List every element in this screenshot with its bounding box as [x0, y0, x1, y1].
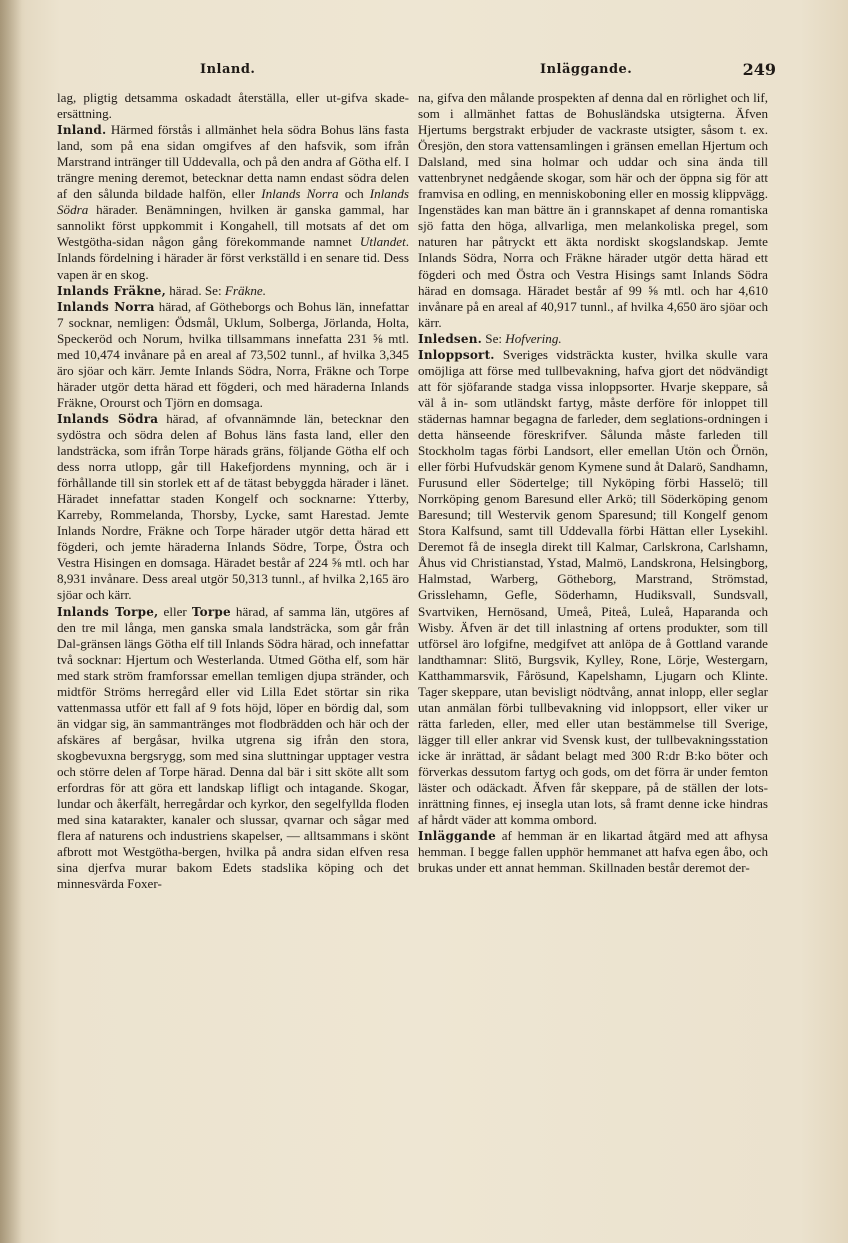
entry-italic: Utlandet [359, 234, 406, 250]
entry-text: härad, af ofvannämnde län, betecknar den sydöstra och södra delen af Bohus läns fasta land, eller den landsträcka, som ifrån Torpe härads gräns, följande Götha elf och dess norra utlopp, går till Hakefjordens mynning, och är i förhållande till sin storlek ett af de tätast bebyggda härader i länet. Häradet innefattar staden Kongelf och socknarne: Ytterby, Karreby, Rommelanda, Thorsby, Lycke, samt Harestad. Jemte Inlands Nordre, Fräkne och Torpe härader utgör detta härad ett fögderi, och jemte häraderna Inlands Södre, Torpe, Östra och Vestra Hisingen en domsaga. Häradet består af 224 ⅝ mtl. och har 8,931 invånare. Dess areal utgör 50,313 tunnl., af hvilka 2,165 äro sjöar och kärr. [57, 410, 409, 603]
entry-italic: Inlands Norra [261, 186, 339, 202]
entry-italic: Inlands Södra [57, 186, 409, 218]
continuation-text: lag, pligtig detsamma oskadadt återställa, eller ut-gifva skade-ersättning. [57, 90, 409, 122]
entry-text: och [338, 186, 370, 202]
headword: Inlands Fräkne, [57, 283, 166, 298]
entry-inlaggande [418, 828, 768, 876]
entry-italic: Fräkne. [224, 282, 266, 298]
headword: Inledsen. [418, 331, 483, 346]
headword-secondary: Torpe [191, 604, 231, 619]
right-column [418, 90, 768, 876]
entry-inlands-sodra [57, 411, 409, 604]
entry-text: härad, af Götheborgs och Bohus län, innefattar 7 socknar, nemligen: Ödsmål, Uklum, Solberga, Jörlanda, Holta, Speckeröd och Norum, hvilka tillsammans innefatta 231 ⅝ mtl. med 10,474 invånare på en areal af 73,502 tunnl., af hvilka 3,345 äro sjöar och kärr. Jemte Inlands Södra, Norra, Fräkne och Torpe härader utgör detta härad ett fögderi, och med häraderna Inlands Fräkne, Orourst och Tjörn en domsaga. [57, 298, 410, 410]
entry-inland [57, 122, 409, 282]
entry-inledsen [418, 331, 768, 347]
entry-inloppsort [418, 347, 768, 828]
entry-text: Härmed förstås i allmänhet hela södra Bohus läns fasta land, som på ena sidan omgifves af den hafsvik, som ifrån Marstrand intränger till Uddevalla, och på den andra af Götha elf. I trängre mening deremot, betecknar detta namn endast södra delen af den sålunda bildade halfön, eller [57, 122, 409, 202]
page-number: 249 [742, 60, 776, 79]
entry-text: af hemman är en likartad åtgärd med att afhysa hemman. I begge fallen upphör hemmanet att hafva egen åbo, och brukas under ett annat hemman. Skillnaden består deremot der- [418, 828, 768, 876]
entry-text: härader. Benämningen, hvilken är ganska gammal, har sannolikt först uppkommit i Kongahell, till motsats af det om Westgötha-sidan någon gång förekommande namnet [57, 202, 409, 250]
entry-text: . Inlands fördelning i härader är först verkställd i en senare tid. Dess vapen är en skog. [57, 234, 409, 282]
entry-text: eller [158, 603, 192, 619]
headword: Inlands Södra [57, 411, 159, 426]
entry-text: härad. Se: [165, 282, 225, 298]
headword: Inloppsort. [418, 347, 495, 362]
entry-inlands-frakne [57, 283, 409, 299]
headword: Inläggande [418, 829, 496, 844]
left-column [57, 90, 409, 892]
entry-inlands-norra [57, 299, 409, 411]
entry-inlands-torpe [57, 604, 409, 893]
entry-italic: Hofvering. [505, 330, 562, 346]
entry-text: Se: [482, 330, 506, 346]
continuation-text: na, gifva den målande prospekten af denna dal en rörlighet och lif, som i allmänhet fattas de Bohusländska utsigterna. Äfven Hjertums bergstrakt erbjuder de vackraste utsigter, såsom t. ex. Öresjön, den stora vattensamlingen i gränsen emellan Hjertum och Dalsland, med sina holmar och uddar och sina ända till vattenbrynet nedgående skogar, som här och der öppna sig för att framvisa en odling, en menniskoboning eller en mossig klippvägg. Ingenstädes kan man bättre än i grannskapet af denna romantiska sjö fatta den höga, allvarliga, men melankoliska pregel, som naturen har påtryckt ett äkta nordiskt skogslandskap. Jemte Inlands Södra, Norra och Fräkne härader utgör detta härad ett fögderi och med Östra och Vestra Hisings samt Inlands Södra härad en domsaga. Häradet består af 99 ⅝ mtl. och har 4,610 invånare på en areal af 40,917 tunnl., af hvilka 4,650 äro sjöar och kärr. [418, 90, 768, 330]
running-title-left: Inland. [200, 62, 256, 77]
entry-text: Sveriges vidsträckta kuster, hvilka skulle vara omöjliga att förse med tullbevakning, hafva gjort det nödvändigt att för sjöfarande stadga vissa inloppsorter. Hvarje skeppare, så väl å in- som utländskt fartyg, måste derföre för inloppet till städernas hamnar begagna de farleder, dem seglations-ordningen i detta hänseende föreskrifver. Sålunda måste farleden till Stockholm tagas förbi Landsort, eller emellan Utön och Örnön, eller förbi Hufvudskär genom Kymene sund åt Dalarö, Sandhamn, Furusund eller Södertelge; till Nyköping förbi Hasselö; till Norrköping genom Baresund eller Arkö; till Söderköping genom Baresund; till Westervik genom Sparesund; till Kongelf genom Stora Kalfsund, samt till Uddevalla förbi Hättan eller Lysekihl. Deremot få de insegla direkt till Kalmar, Carlskrona, Carlshamn, Åhus vid Christianstad, Ystad, Malmö, Landskrona, Helsingborg, Halmstad, Warberg, Götheborg, Marstrand, Strömstad, Grisslehamn, Gefle, Söderhamn, Hudiksvall, Sundsvall, Svartviken, Hernösand, Umeå, Piteå, Luleå, Haparanda och Wisby. Äfven är det till inlastning af ortens produkter, som till utförsel äro lofgifne, medgifvet att anlöpa de å Gottland varande landthamnar: Slitö, Burgsvik, Kylley, Rone, Lörje, Westergarn, Katthammarsvik, Fårösund, Kapelshamn, Ljugarn och Klinte. Tager skeppare, utan bevisligt nödtvång, annat inlopp, eller seglar utan anmälan förbi tullbevakning vid inloppsort, eller viker ur rätta farleden, eller, med eller utan bestämmelse till Sverige, lägger till eller ankrar vid Svensk kust, der tullbevakningsstation icke är inrättad, är sådant belagt med 300 R:dr B:ko böter och förverkas dessutom fartyg och gods, om det förra är under femton läster och odäckadt. Äfven får skeppare, på de ställen der lots-inrättning finnes, ej insegla utan lots, så framt denne icke hindras af hårdt väder att komma ombord. [418, 346, 768, 828]
entry-text: härad, af samma län, utgöres af den tre mil långa, men ganska smala landsträcka, som går från Dal-gränsen längs Götha elf till Inlands Södra härad, och innefattar två socknar: Hjertum och Westerlanda. Utmed Götha elf, som här med stark ström framforssar emellan temligen djupa stränder, och midtför Ströms herregård eller vid Lilla Edet störtar sin rika vattenmassa utför ett fall af 9 fots höjd, löper en bördig dal, som än vidgar sig, än sammantränges mot flodbrädden och här och der afskäres af bergåsar, hvilka utgrena sig ifrån den stora, skogbevuxna bergsrygg, som med sina sluttningar upptager vestra och större delen af Torpe härad. Denna dal bär i sitt sköte allt som erfordras för att göra ett landskap lifligt och intagande. Skogar, lundar och åkerfält, herregårdar och kyrkor, den segelfyllda floden med sina katarakter, kanaler och slussar, qvarnar och sågar med flera af naturens och industriens skapelser, — alltsammans i skönt afbrott mot Westgötha-bergen, hvilka på andra sidan elfven resa sina djerfva murar bakom Edets stadslika köping och det minnesvärda Foxer- [57, 603, 409, 892]
running-header [55, 60, 776, 82]
headword: Inland. [57, 123, 107, 138]
headword: Inlands Torpe, [57, 604, 159, 619]
headword: Inlands Norra [57, 299, 155, 314]
running-title-center: Inläggande. [540, 62, 633, 77]
gutter-shadow [0, 0, 22, 1243]
